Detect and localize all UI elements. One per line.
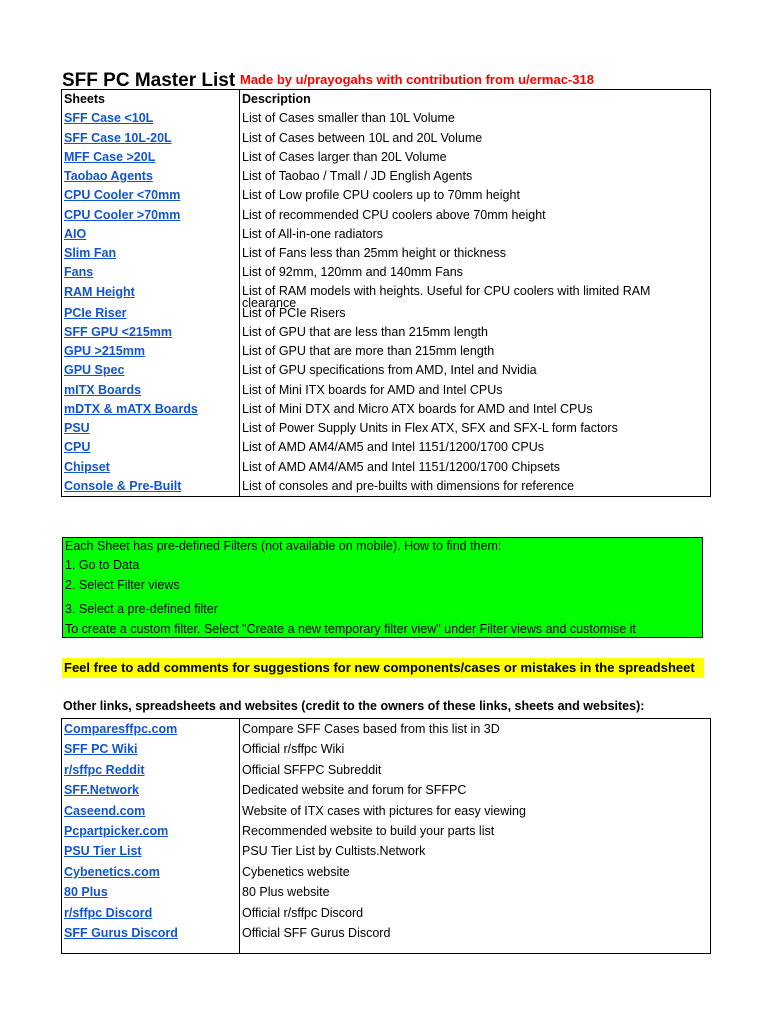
filters-note-line: 3. Select a pre-defined filter [65, 602, 218, 616]
sheet-description: List of recommended CPU coolers above 70mm height [242, 207, 546, 222]
table-row [62, 719, 711, 740]
table-header-row [62, 90, 711, 110]
link-description: Official r/sffpc Wiki [242, 742, 345, 757]
external-link[interactable]: PSU Tier List [64, 844, 142, 859]
sheet-link[interactable]: RAM Height [64, 284, 135, 299]
external-link[interactable]: Caseend.com [64, 803, 146, 818]
table-row [62, 400, 711, 419]
link-description: PSU Tier List by Cultists.Network [242, 844, 426, 859]
comments-note: Feel free to add comments for suggestions for new components/cases or mistakes in the spreadsheet [62, 658, 704, 678]
table-row [62, 225, 711, 244]
sheet-description: List of Low profile CPU coolers up to 70mm height [242, 188, 520, 203]
table-row [62, 780, 711, 800]
sheets-column-header: Sheets [62, 90, 240, 110]
table-row [62, 862, 711, 882]
sheet-link[interactable]: SFF Case 10L-20L [64, 130, 172, 145]
table-row [62, 801, 711, 821]
sheet-link[interactable]: CPU Cooler >70mm [64, 207, 181, 222]
table-row [62, 841, 711, 861]
table-row [62, 263, 711, 282]
sheet-description: List of All-in-one radiators [242, 226, 384, 241]
filters-note-line: Each Sheet has pre-defined Filters (not available on mobile). How to find them: [65, 539, 502, 553]
external-link[interactable]: Comparesffpc.com [64, 722, 178, 736]
link-description: Website of ITX cases with pictures for easy viewing [242, 803, 526, 818]
table-row [62, 923, 711, 943]
sheet-link[interactable]: Chipset [64, 459, 110, 474]
sheet-description: List of GPU specifications from AMD, Intel and Nvidia [242, 363, 537, 378]
sheet-link[interactable]: Fans [64, 265, 94, 280]
sheet-link[interactable]: GPU >215mm [64, 344, 145, 358]
table-row [62, 760, 711, 780]
sheet-link[interactable]: SFF Case <10L [64, 111, 154, 126]
external-link[interactable]: SFF.Network [64, 783, 140, 798]
table-row [62, 943, 711, 954]
filters-note-box [62, 537, 703, 638]
link-description: 80 Plus website [242, 885, 330, 900]
table-row [62, 477, 711, 497]
links-table [61, 718, 711, 954]
table-row [62, 109, 711, 128]
link-description: Official SFFPC Subreddit [242, 762, 382, 777]
table-row [62, 283, 711, 304]
sheet-link[interactable]: mDTX & mATX Boards [64, 401, 198, 416]
other-links-heading: Other links, spreadsheets and websites (credit to the owners of these links, sheets and websites): [63, 699, 645, 713]
table-row [62, 148, 711, 167]
sheet-description: List of AMD AM4/AM5 and Intel 1151/1200/1700 CPUs [242, 440, 545, 455]
sheet-link[interactable]: Taobao Agents [64, 169, 153, 183]
filters-note-line: To create a custom filter. Select "Create a new temporary filter view" under Filter views and customise it [65, 622, 636, 636]
table-row [62, 304, 711, 323]
sheet-description: List of AMD AM4/AM5 and Intel 1151/1200/1700 Chipsets [242, 459, 561, 474]
table-row [62, 186, 711, 205]
table-row [62, 129, 711, 148]
link-description: Dedicated website and forum for SFFPC [242, 783, 467, 798]
link-description: Cybenetics website [242, 864, 350, 879]
link-description: Recommended website to build your parts list [242, 823, 495, 838]
sheet-description: List of RAM models with heights. Useful for CPU coolers with limited RAM clearance [242, 283, 651, 310]
sheet-link[interactable]: PSU [64, 421, 90, 435]
table-row [62, 323, 711, 342]
sheet-link[interactable]: MFF Case >20L [64, 149, 156, 164]
sheet-description: List of consoles and pre-builts with dimensions for reference [242, 478, 575, 493]
page-title: SFF PC Master List [62, 70, 236, 91]
table-row [62, 419, 711, 438]
external-link[interactable]: r/sffpc Discord [64, 905, 153, 920]
table-row [62, 903, 711, 923]
external-link[interactable]: 80 Plus [64, 885, 108, 900]
sheet-link[interactable]: mITX Boards [64, 382, 142, 397]
table-row [62, 244, 711, 263]
sheet-description: List of Power Supply Units in Flex ATX, SFX and SFX-L form factors [242, 421, 618, 435]
table-row [62, 882, 711, 902]
sheet-description: List of PCIe Risers [242, 305, 346, 320]
table-row [62, 458, 711, 477]
credit-subtitle: Made by u/prayogahs with contribution from u/ermac-318 [240, 72, 594, 87]
sheet-description: List of Mini ITX boards for AMD and Intel CPUs [242, 382, 503, 397]
link-description: Compare SFF Cases based from this list in 3D [242, 722, 500, 736]
filters-note-line: 2. Select Filter views [65, 578, 180, 592]
sheet-description: List of 92mm, 120mm and 140mm Fans [242, 265, 463, 280]
sheet-description: List of Taobao / Tmall / JD English Agents [242, 169, 473, 183]
table-row [62, 206, 711, 225]
sheet-link[interactable]: GPU Spec [64, 363, 125, 378]
sheet-link[interactable]: AIO [64, 226, 87, 241]
table-row [62, 821, 711, 841]
table-row [62, 167, 711, 186]
external-link[interactable]: Pcpartpicker.com [64, 823, 169, 838]
sheet-link[interactable]: SFF GPU <215mm [64, 324, 173, 339]
external-link[interactable]: SFF PC Wiki [64, 742, 138, 757]
sheet-description: List of Cases between 10L and 20L Volume [242, 130, 483, 145]
sheet-description: List of GPU that are more than 215mm length [242, 344, 495, 358]
sheet-description: List of Cases larger than 20L Volume [242, 149, 447, 164]
sheet-link[interactable]: Console & Pre-Built [64, 478, 182, 493]
table-row [62, 361, 711, 380]
table-row [62, 739, 711, 759]
table-row [62, 381, 711, 400]
filters-note-line: 1. Go to Data [65, 558, 140, 572]
sheet-description: List of GPU that are less than 215mm length [242, 324, 488, 339]
sheet-description: List of Mini DTX and Micro ATX boards for AMD and Intel CPUs [242, 401, 593, 416]
table-row [62, 342, 711, 361]
sheet-link[interactable]: Slim Fan [64, 246, 117, 260]
table-row [62, 438, 711, 457]
sheets-table [61, 89, 711, 497]
external-link[interactable]: SFF Gurus Discord [64, 925, 178, 940]
description-column-header: Description [242, 92, 311, 106]
sheet-description: List of Cases smaller than 10L Volume [242, 111, 455, 126]
sheet-link[interactable]: CPU Cooler <70mm [64, 188, 181, 203]
external-link[interactable]: r/sffpc Reddit [64, 762, 145, 777]
link-description: Official SFF Gurus Discord [242, 925, 391, 940]
sheet-link[interactable]: PCIe Riser [64, 305, 127, 320]
sheet-link[interactable]: CPU [64, 440, 91, 455]
sheet-description: List of Fans less than 25mm height or thickness [242, 246, 507, 260]
link-description: Official r/sffpc Discord [242, 905, 364, 920]
external-link[interactable]: Cybenetics.com [64, 864, 160, 879]
